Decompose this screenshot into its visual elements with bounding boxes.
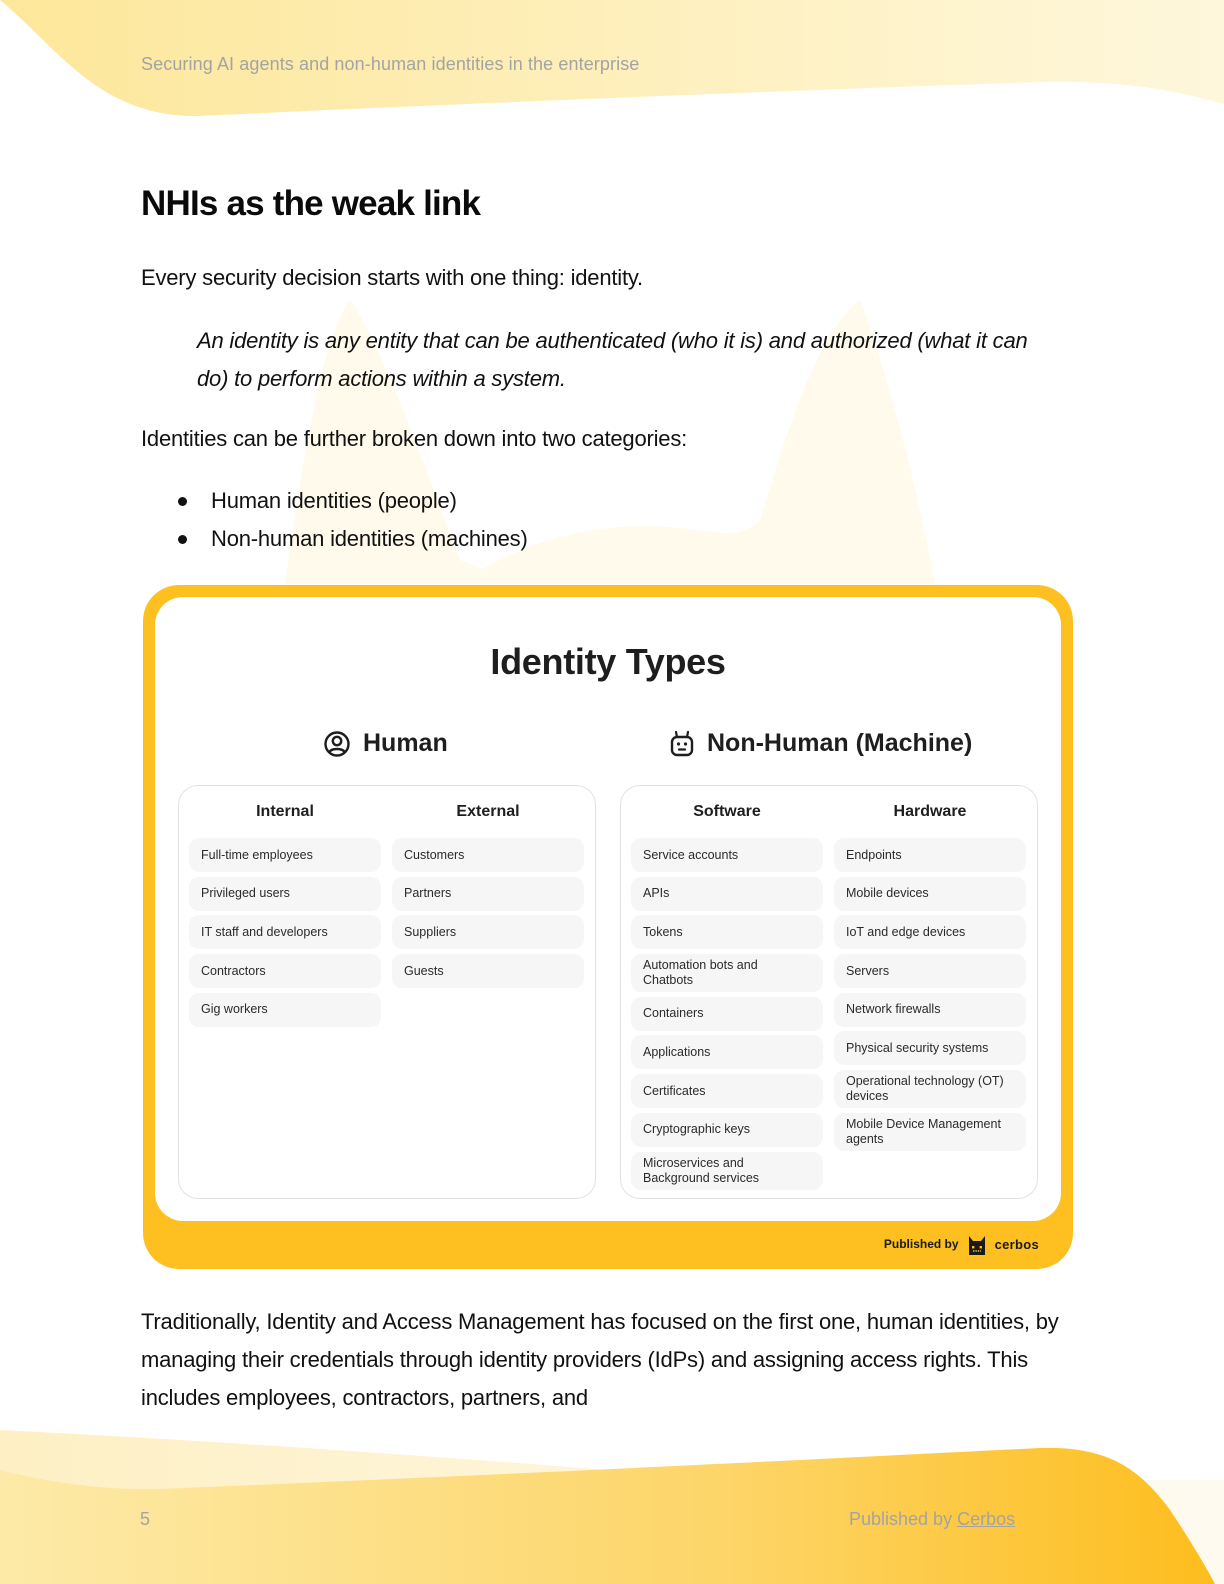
identity-types-figure (143, 585, 1073, 1269)
identity-chip: Partners (392, 877, 584, 911)
group-label: Human (363, 729, 448, 757)
machine-panel (620, 785, 1038, 1199)
identity-chip: Certificates (631, 1074, 823, 1108)
figure-title: Identity Types (490, 641, 726, 682)
identity-chip: Suppliers (392, 915, 584, 949)
column-heading: External (456, 803, 520, 820)
identity-chip: Guests (392, 954, 584, 988)
identity-chip: Privileged users (189, 877, 381, 911)
group-heading-human (323, 729, 448, 758)
bullet-dot (178, 497, 187, 506)
brand-name: cerbos (994, 1236, 1039, 1252)
human-panel (178, 785, 596, 1199)
identity-chip: Network firewalls (834, 993, 1026, 1027)
identity-chip: Mobile devices (834, 877, 1026, 911)
footer-published-by (849, 1509, 1015, 1530)
figure-card (155, 597, 1061, 1221)
identity-definition-quote: An identity is any entity that can be authenticated (who it is) and authorized (what it can do) to perform actions within a system. (197, 328, 1028, 391)
identity-chip: Customers (392, 838, 584, 872)
identity-chip: IoT and edge devices (834, 915, 1026, 949)
identity-chip: Containers (631, 997, 823, 1031)
section-title: NHIs as the weak link (141, 184, 481, 223)
column-heading: Software (693, 803, 761, 820)
user-circle-icon (323, 730, 351, 758)
categories-intro: Identities can be further broken down into two categories: (141, 426, 688, 451)
cerbos-logo-icon (967, 1233, 987, 1255)
page-number: 5 (140, 1509, 151, 1529)
identity-chip: Operational technology (OT) devices (834, 1070, 1026, 1108)
cerbos-link[interactable]: Cerbos (957, 1509, 1016, 1529)
column-software (631, 786, 823, 1194)
identity-chip: Cryptographic keys (631, 1113, 823, 1147)
identity-chip: Service accounts (631, 838, 823, 872)
identity-chip: Tokens (631, 915, 823, 949)
identity-chip: Physical security systems (834, 1031, 1026, 1065)
column-hardware (834, 786, 1026, 1156)
running-header: Securing AI agents and non-human identities in the enterprise (141, 54, 640, 74)
identity-chip: Microservices and Background services (631, 1152, 823, 1190)
identity-chip: Contractors (189, 954, 381, 988)
robot-icon (669, 730, 695, 758)
list-item (176, 520, 528, 558)
group-heading-machine (669, 729, 972, 758)
identity-chip: APIs (631, 877, 823, 911)
published-by-label: Published by (883, 1237, 959, 1251)
column-internal (189, 786, 381, 1031)
footer-published-label: Published by (849, 1509, 953, 1529)
group-label: Non-Human (Machine) (707, 729, 973, 757)
identity-chip: Full-time employees (189, 838, 381, 872)
column-heading: Hardware (893, 803, 967, 820)
column-heading: Internal (256, 803, 314, 820)
identity-chip: Applications (631, 1035, 823, 1069)
list-item-text: Non-human identities (machines) (211, 526, 528, 551)
list-item-text: Human identities (people) (211, 488, 457, 513)
closing-paragraph: Traditionally, Identity and Access Management has focused on the first one, human identities, by managing their credentials through identity providers (IdPs) and assigning access rights. This includes employees, contractors, partners, and (141, 1309, 1059, 1410)
identity-chip: Automation bots and Chatbots (631, 954, 823, 992)
category-list (176, 482, 528, 558)
column-external (392, 786, 584, 993)
identity-chip: IT staff and developers (189, 915, 381, 949)
identity-chip: Endpoints (834, 838, 1026, 872)
bullet-dot (178, 535, 187, 544)
identity-chip: Gig workers (189, 993, 381, 1027)
identity-chip: Mobile Device Management agents (834, 1113, 1026, 1151)
figure-published-by (884, 1233, 1039, 1255)
list-item (176, 482, 528, 520)
intro-paragraph: Every security decision starts with one thing: identity. (141, 265, 643, 290)
identity-chip: Servers (834, 954, 1026, 988)
